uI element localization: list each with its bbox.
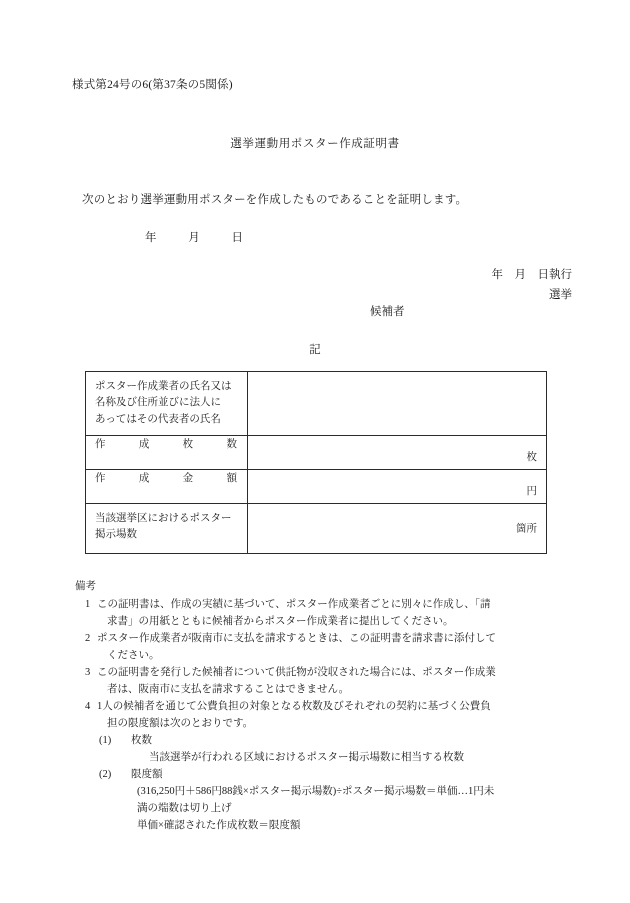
sub-item-2-formula (75, 783, 567, 834)
issue-date-year: 年 (145, 232, 157, 244)
election-word: 選挙 (549, 289, 572, 302)
label-line: 掲示場数 (95, 529, 137, 541)
note-number: 1 (85, 599, 91, 610)
label-char: 作 (95, 438, 106, 450)
table-row (86, 435, 547, 469)
sub-item-1-detail: 当該選挙が行われる区域におけるポスター掲示場数に相当する枚数 (149, 752, 464, 763)
label-char: 枚 (182, 438, 194, 450)
note-line: この証明書を発行した候補者について供託物が没収された場合には、ポスター作成業 (97, 667, 496, 678)
note-text (97, 630, 567, 664)
note-line: この証明書は、作成の実績に基づいて、ポスター作成業者ごとに別々に作成し、「請 (97, 599, 491, 610)
note-line: 担の限度額は次のとおりです。 (107, 718, 254, 729)
label-line: ポスター作成業者の氏名又は (95, 381, 232, 392)
formula-line: (316,250円＋586円88銭×ポスター掲示場数)÷ポスター掲示場数＝単価…1円未 (137, 786, 495, 797)
note-line: ポスター作成業者が阪南市に支払を請求するときは、この証明書を請求書に添付して (97, 633, 496, 644)
issue-date-month: 月 (188, 232, 200, 244)
row-unit: 枚 (526, 451, 537, 463)
row-label-maker-name (86, 372, 248, 436)
label-char: 数 (226, 438, 237, 450)
label-line: 当該選挙区におけるポスター (95, 512, 232, 524)
label-char: 額 (226, 472, 237, 484)
label-char: 成 (138, 438, 150, 450)
note-text (97, 698, 567, 732)
label-char: 金 (182, 472, 194, 484)
ki-marker: 記 (309, 344, 321, 356)
note-item-1 (75, 596, 567, 630)
note-number: 4 (85, 701, 91, 712)
note-item-2 (75, 630, 567, 664)
row-value-amount[interactable] (248, 469, 547, 503)
note-line: 者は、阪南市に支払を請求することはできません。 (107, 684, 350, 695)
note-line: ください。 (107, 650, 160, 661)
election-date-line: 年 月 日執行 (491, 269, 572, 281)
row-label-poster-boards (86, 503, 248, 553)
row-value-maker-name[interactable] (248, 372, 547, 436)
sub-item-label: 限度額 (131, 769, 163, 780)
document-title: 選挙運動用ポスター作成証明書 (230, 138, 400, 150)
table-row (86, 469, 547, 503)
row-unit: 円 (526, 485, 537, 497)
note-item-3 (75, 664, 567, 698)
intro-statement: 次のとおり選挙運動用ポスターを作成したものであることを証明します。 (82, 194, 468, 206)
label-line: 名称及び住所並びに法人に (95, 397, 221, 409)
certificate-table (85, 371, 547, 554)
candidate-label: 候補者 (370, 306, 405, 318)
sub-item-1 (75, 732, 567, 749)
note-text (97, 664, 567, 698)
sub-item-number: (1) (99, 735, 112, 746)
row-label-amount (86, 469, 248, 503)
issue-date-line (145, 229, 243, 245)
formula-line: 単価×確認された作成枚数＝限度額 (137, 820, 301, 831)
note-text (97, 596, 567, 630)
sub-item-label: 枚数 (131, 735, 152, 746)
table-row (86, 503, 547, 553)
sub-item-number: (2) (99, 769, 112, 780)
row-label-sheet-count (86, 435, 248, 469)
table-row (86, 372, 547, 436)
note-number: 3 (85, 667, 91, 678)
sub-item-2 (75, 766, 567, 783)
row-value-sheet-count[interactable] (248, 435, 547, 469)
note-line: 1人の候補者を通じて公費負担の対象となる枚数及びそれぞれの契約に基づく公費負 (97, 701, 491, 712)
row-value-poster-boards[interactable] (248, 503, 547, 553)
form-number: 様式第24号の6(第37条の5関係) (72, 79, 233, 91)
notes-heading: 備考 (75, 581, 96, 592)
notes-section (75, 578, 567, 834)
note-number: 2 (85, 633, 91, 644)
row-unit: 箇所 (516, 523, 537, 535)
label-char: 作 (95, 472, 106, 484)
note-line: 求書」の用紙とともに候補者からポスター作成業者に提出してください。 (107, 616, 454, 627)
note-item-4 (75, 698, 567, 732)
election-info-block (492, 265, 573, 305)
issue-date-day: 日 (231, 232, 243, 244)
formula-line: 満の端数は切り上げ (137, 803, 232, 814)
label-line: あってはその代表者の氏名 (95, 413, 221, 425)
label-char: 成 (138, 472, 150, 484)
